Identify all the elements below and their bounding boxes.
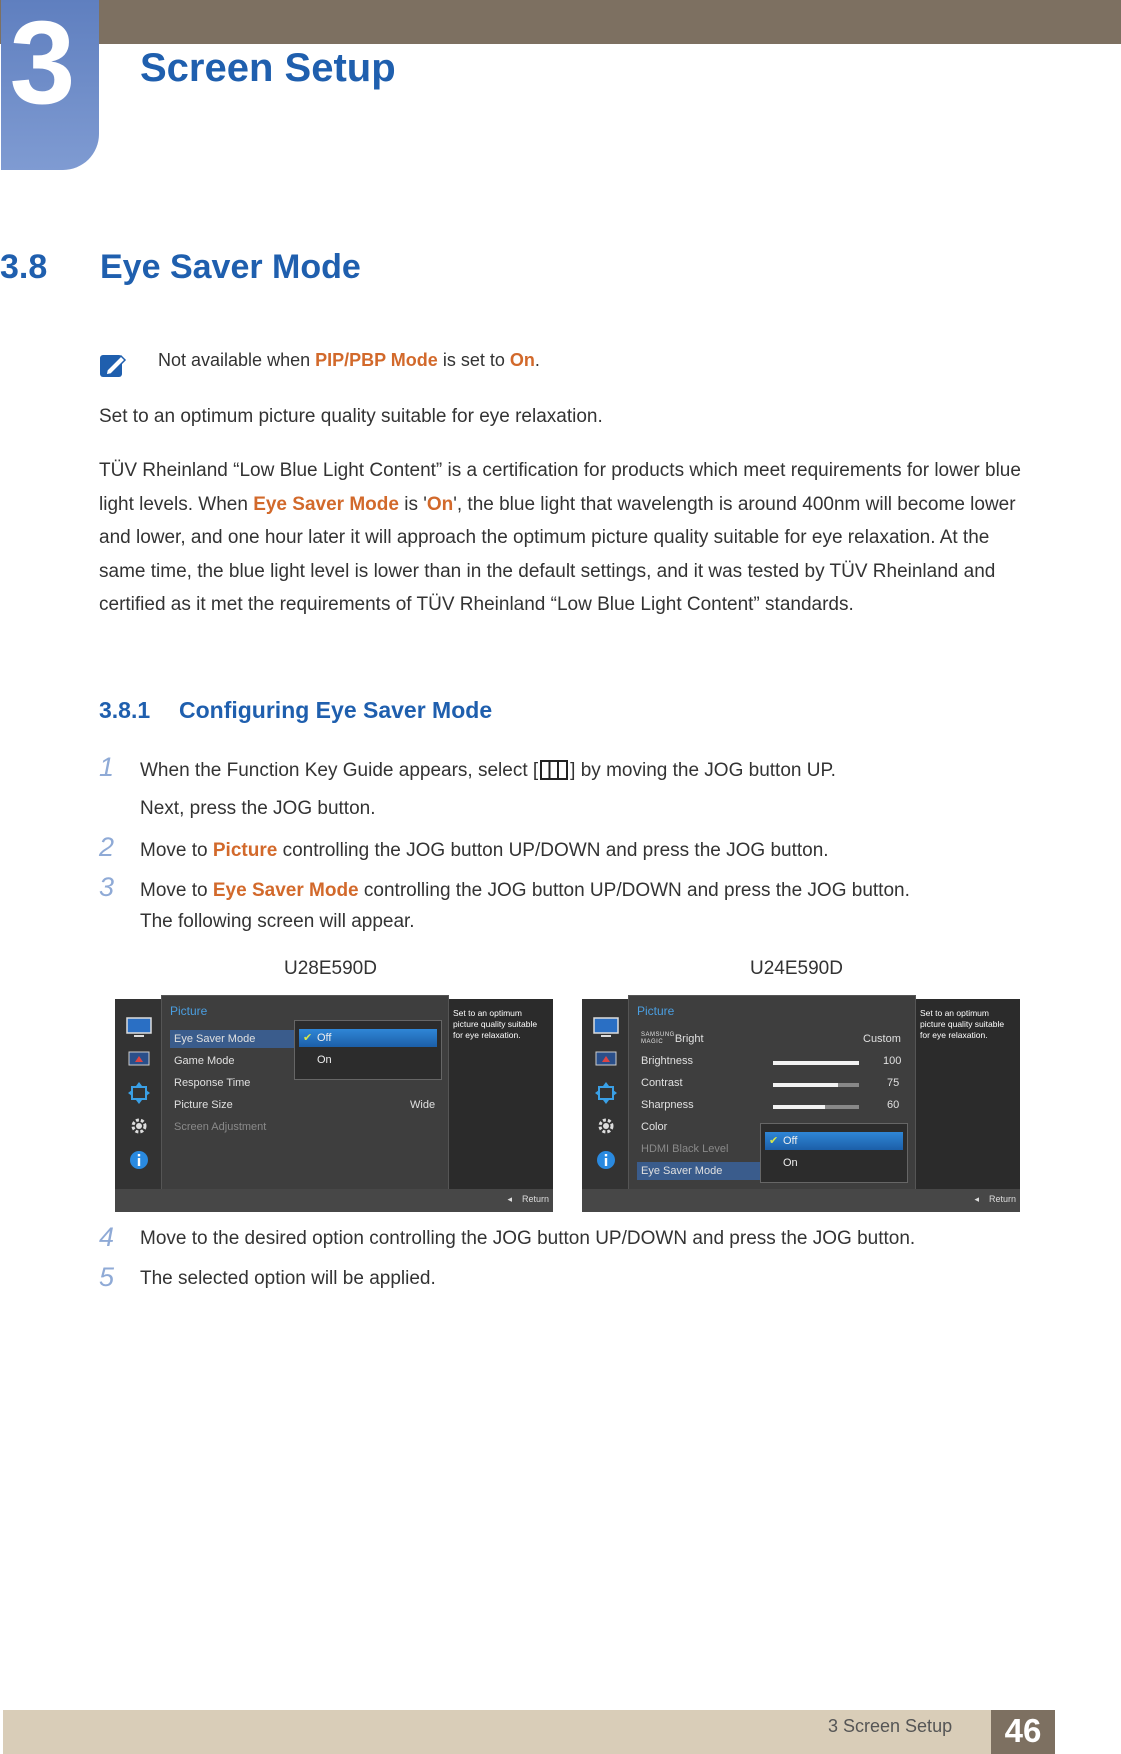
intro-paragraph: Set to an optimum picture quality suitable for eye relaxation.: [99, 406, 603, 427]
sharpness-slider[interactable]: [773, 1105, 859, 1109]
osd-menu-item-game-mode[interactable]: Game Mode: [174, 1055, 235, 1067]
osd-screen-left: [115, 999, 553, 1212]
chapter-number: 3: [9, 0, 76, 129]
osd-bottom-bar: [115, 1189, 553, 1212]
osd-option-off[interactable]: ✔ Off: [765, 1132, 903, 1150]
osd-menu-item-sharpness[interactable]: Sharpness: [641, 1099, 694, 1111]
osd-menu-item-color[interactable]: Color: [641, 1121, 668, 1133]
color-adjust-icon: [125, 1048, 153, 1070]
osd-option-popup: [760, 1123, 908, 1183]
resize-icon: [592, 1082, 620, 1104]
note-pip-mode: PIP/PBP Mode: [315, 350, 438, 370]
contrast-slider-fill: [773, 1083, 838, 1087]
color-adjust-icon: [592, 1048, 620, 1070]
check-icon: ✔: [769, 1135, 779, 1147]
brightness-slider[interactable]: [773, 1061, 859, 1065]
chapter-title: Screen Setup: [140, 46, 396, 90]
osd-option-on[interactable]: On: [317, 1054, 332, 1066]
osd-magic-bright-value: Custom: [863, 1033, 901, 1045]
info-icon: [125, 1149, 153, 1171]
osd-option-popup: [294, 1020, 442, 1080]
note-on: On: [509, 350, 535, 370]
step-4: Move to the desired option controlling the JOG button UP/DOWN and press the JOG button.: [140, 1228, 916, 1249]
osd-return-button[interactable]: ◂ Return: [507, 1194, 549, 1204]
step-number-3: 3: [99, 872, 115, 902]
info-icon: [592, 1149, 620, 1171]
step-5: The selected option will be applied.: [140, 1268, 436, 1289]
osd-menu-item-eye-saver[interactable]: Eye Saver Mode: [637, 1162, 761, 1180]
gear-icon: [125, 1115, 153, 1137]
check-icon: ✔: [303, 1032, 313, 1044]
section-number: 3.8: [0, 248, 48, 286]
description-paragraph: TÜV Rheinland “Low Blue Light Content” is a certification for products which meet requirements for lower blue light levels. When Eye Saver Mode is 'On', the blue light that wavelength is around 400nm will become lower and lower, and one hour later it will approach the optimum picture quality suitable for eye relaxation. At the same time, the blue light level is lower than in the default settings, and it was tested by TÜV Rheinland and certified as it met the requirements of TÜV Rheinland “Low Blue Light Content” standards.: [99, 460, 1021, 615]
brightness-value: 100: [883, 1055, 902, 1067]
step-number-2: 2: [99, 832, 115, 862]
osd-screen-right: [582, 999, 1020, 1212]
osd-panel-title: Picture: [637, 1004, 675, 1018]
subsection-title: 3.8.1 Configuring Eye Saver Mode: [99, 697, 493, 723]
magic-logo-text: MAGIC: [641, 1039, 664, 1045]
osd-panel-title: Picture: [170, 1004, 208, 1018]
osd-return-button[interactable]: ◂ Return: [974, 1194, 1016, 1204]
osd-menu-item-screen-adjustment: Screen Adjustment: [174, 1121, 267, 1133]
osd-option-off[interactable]: ✔ Off: [299, 1029, 437, 1047]
osd-menu-item-contrast[interactable]: Contrast: [641, 1077, 683, 1089]
note-pencil-icon: [99, 350, 129, 380]
step-2: Move to Picture controlling the JOG button UP/DOWN and press the JOG button.: [140, 840, 829, 861]
gear-icon: [592, 1115, 620, 1137]
sharpness-slider-fill: [773, 1105, 825, 1109]
step-3-line2: The following screen will appear.: [140, 911, 415, 932]
osd-help-text: Set to an optimum picture quality suitable for eye relaxation.: [453, 1008, 538, 1040]
osd-help-text: Set to an optimum picture quality suitable for eye relaxation.: [920, 1008, 1005, 1040]
brightness-slider-fill: [773, 1061, 859, 1065]
osd-picture-panel: [161, 995, 449, 1190]
contrast-slider[interactable]: [773, 1083, 859, 1087]
model-label-right: U24E590D: [750, 958, 843, 979]
monitor-icon: [125, 1017, 153, 1039]
step-number-5: 5: [99, 1262, 115, 1292]
header-bar: [0, 0, 1121, 44]
note-text: Not available when PIP/PBP Mode is set to On.: [158, 350, 540, 370]
step-number-1: 1: [99, 752, 115, 782]
osd-menu-item-hdmi-black-level: HDMI Black Level: [641, 1143, 729, 1155]
monitor-icon: [592, 1017, 620, 1039]
step-1-line2: Next, press the JOG button.: [140, 798, 376, 819]
section-heading: Eye Saver Mode: [100, 248, 361, 286]
contrast-value: 75: [887, 1077, 900, 1089]
section-title: [0, 248, 361, 287]
osd-bottom-bar: [582, 1189, 1020, 1212]
step-1: When the Function Key Guide appears, select [ ] by moving the JOG button UP.: [140, 760, 836, 781]
footer-label: 3 Screen Setup: [828, 1716, 953, 1736]
samsung-logo-text: SAMSUNG: [641, 1032, 675, 1038]
resize-icon: [125, 1082, 153, 1104]
osd-menu-item-eye-saver[interactable]: Eye Saver Mode: [170, 1030, 294, 1048]
osd-option-on[interactable]: On: [783, 1157, 798, 1169]
osd-picture-panel: [628, 995, 916, 1190]
page-number: 46: [1004, 1712, 1042, 1749]
step-number-4: 4: [99, 1222, 115, 1252]
osd-menu-item-brightness[interactable]: Brightness: [641, 1055, 693, 1067]
model-label-left: U28E590D: [284, 958, 377, 979]
menu-grid-icon: [540, 760, 568, 780]
osd-menu-item-response-time[interactable]: Response Time: [174, 1077, 251, 1089]
step-3: Move to Eye Saver Mode controlling the JOG button UP/DOWN and press the JOG button.: [140, 880, 910, 901]
sharpness-value: 60: [887, 1099, 900, 1111]
osd-picture-size-value: Wide: [410, 1099, 436, 1111]
osd-menu-item-picture-size[interactable]: Picture Size: [174, 1099, 233, 1111]
osd-menu-item-magic-bright[interactable]: SAMSUNG MAGIC Bright: [641, 1032, 704, 1045]
